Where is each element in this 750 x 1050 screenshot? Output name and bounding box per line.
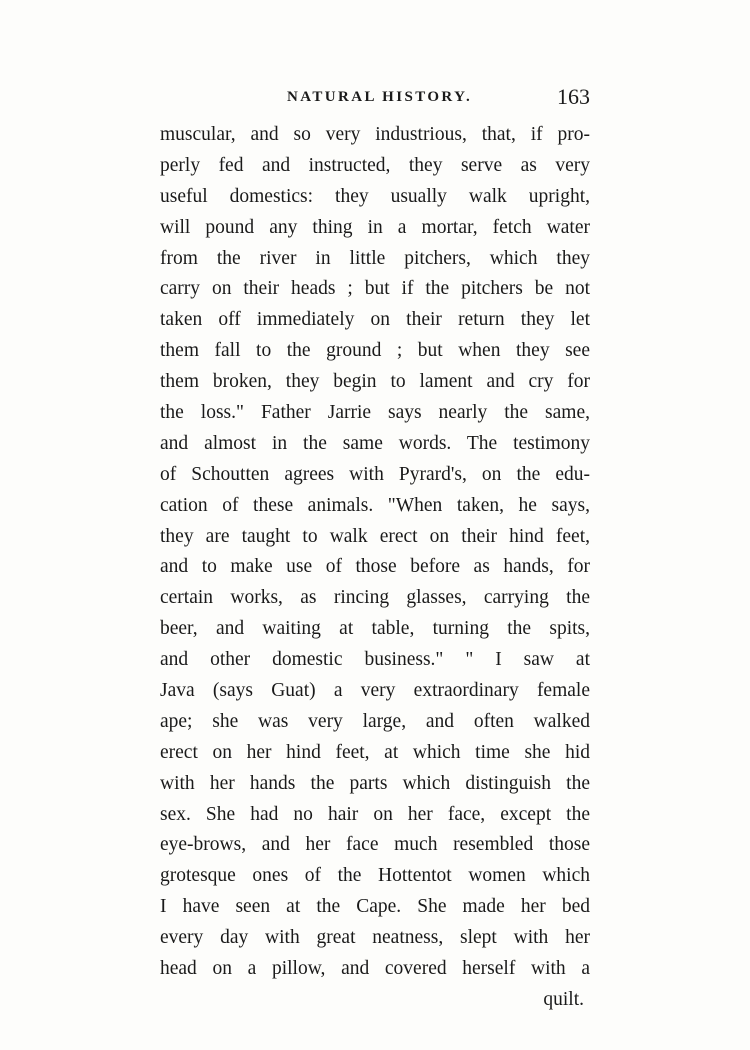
- text-line: and other domestic business." " I saw at: [160, 649, 590, 671]
- text-line: the loss." Father Jarrie says nearly the same,: [160, 402, 590, 424]
- text-line: with her hands the parts which distinguish the: [160, 772, 590, 794]
- text-line: them broken, they begin to lament and cry for: [160, 371, 590, 393]
- text-line: ape; she was very large, and often walked: [160, 710, 590, 732]
- text-line: perly fed and instructed, they serve as very: [160, 154, 590, 176]
- text-line: I have seen at the Cape. She made her bed: [160, 896, 590, 918]
- text-line: useful domestics: they usually walk upright,: [160, 185, 590, 207]
- catchword: quilt.: [543, 988, 584, 1010]
- page-number: 163: [557, 84, 590, 109]
- text-line: carry on their heads ; but if the pitchers be not: [160, 278, 590, 300]
- text-line: cation of these animals. "When taken, he says,: [160, 494, 590, 516]
- text-line: head on a pillow, and covered herself with a: [160, 958, 590, 980]
- text-line: erect on her hind feet, at which time she hid: [160, 741, 590, 763]
- text-line: of Schoutten agrees with Pyrard's, on the edu-: [160, 463, 590, 485]
- text-line: beer, and waiting at table, turning the spits,: [160, 618, 590, 640]
- text-line: eye-brows, and her face much resembled those: [160, 834, 590, 856]
- running-title: NATURAL HISTORY.: [287, 89, 473, 105]
- text-line: sex. She had no hair on her face, except the: [160, 803, 590, 825]
- text-line: and to make use of those before as hands, for: [160, 556, 590, 578]
- text-line: them fall to the ground ; but when they see: [160, 340, 590, 362]
- text-line: and almost in the same words. The testimony: [160, 432, 590, 454]
- text-line: from the river in little pitchers, which they: [160, 247, 590, 269]
- text-line: grotesque ones of the Hottentot women which: [160, 865, 590, 887]
- text-line: muscular, and so very industrious, that, if pro-: [160, 124, 590, 145]
- text-line: certain works, as rincing glasses, carrying the: [160, 587, 590, 609]
- text-line: every day with great neatness, slept with her: [160, 927, 590, 949]
- text-line: Java (says Guat) a very extraordinary female: [160, 680, 590, 702]
- text-line: will pound any thing in a mortar, fetch water: [160, 216, 590, 238]
- text-line: taken off immediately on their return they let: [160, 309, 590, 331]
- text-line: they are taught to walk erect on their hind feet,: [160, 525, 590, 547]
- body-text: [160, 120, 590, 1016]
- running-head: [160, 84, 590, 114]
